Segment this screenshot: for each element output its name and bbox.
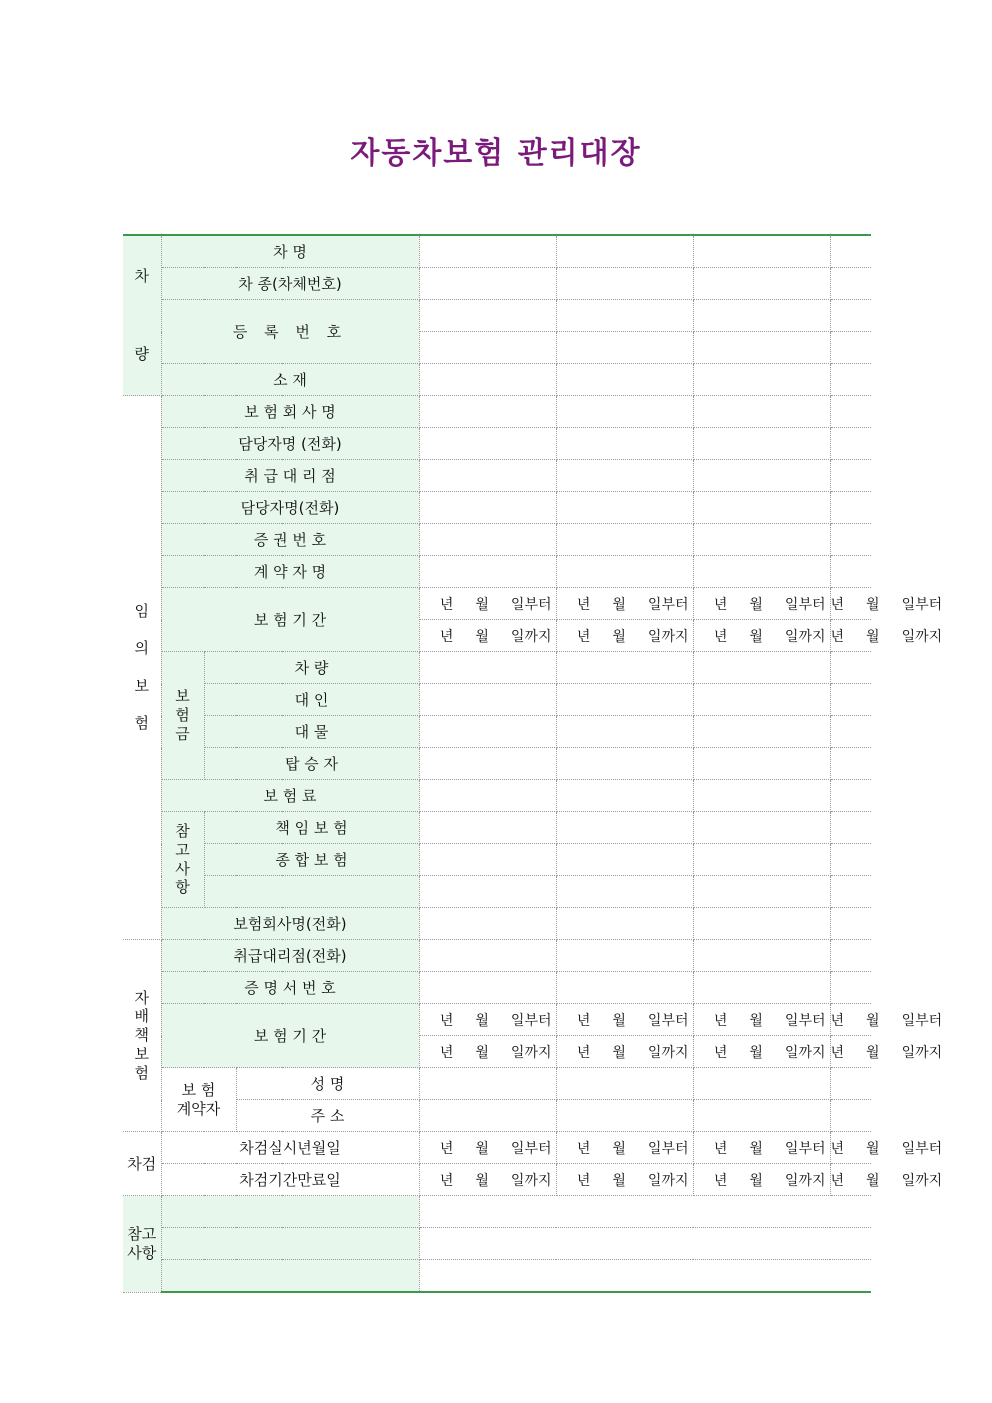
entry-cell[interactable]: [419, 556, 556, 588]
entry-cell[interactable]: [693, 524, 830, 556]
entry-cell[interactable]: [556, 940, 693, 972]
table-row: [123, 428, 871, 460]
label-c-company: [161, 908, 419, 940]
table-row: [123, 556, 871, 588]
entry-cell[interactable]: [419, 460, 556, 492]
entry-cell[interactable]: [830, 492, 871, 524]
entry-cell[interactable]: [693, 396, 830, 428]
entry-cell[interactable]: [556, 844, 693, 876]
date-until-word: 일까지: [901, 1044, 943, 1061]
date-month-word: 월: [866, 1140, 880, 1157]
label-c-period: [161, 1004, 419, 1068]
entry-cell[interactable]: [419, 876, 556, 908]
entry-cell[interactable]: [830, 556, 871, 588]
entry-cell[interactable]: [419, 268, 556, 300]
date-year-word: 년: [439, 596, 454, 613]
entry-cell[interactable]: [419, 748, 556, 780]
label-amount-group-text: 보 험 금: [175, 687, 190, 743]
section-voluntary: [123, 396, 161, 940]
date-cell[interactable]: [556, 588, 693, 620]
label-agency: [161, 460, 419, 492]
entry-cell[interactable]: [693, 716, 830, 748]
date-from-word: 일부터: [510, 1012, 552, 1029]
date-year-word: 년: [576, 1172, 591, 1189]
table-row: [123, 364, 871, 396]
entry-cell[interactable]: [419, 524, 556, 556]
table-row: [123, 1100, 871, 1132]
table-row: [123, 940, 871, 972]
section-compulsory-text: 자 배 책 보 험: [134, 988, 149, 1082]
entry-cell[interactable]: [693, 940, 830, 972]
remarks-label-blank: [161, 1260, 419, 1293]
date-year-word: 년: [830, 1012, 845, 1029]
table-row: [123, 1196, 871, 1228]
date-cell[interactable]: [693, 1004, 830, 1036]
date-cell[interactable]: [830, 588, 943, 620]
date-month-word: 월: [475, 1172, 489, 1189]
entry-cell[interactable]: [830, 780, 871, 812]
entry-cell[interactable]: [830, 812, 871, 844]
entry-cell[interactable]: [830, 300, 871, 332]
table-row: [123, 396, 871, 428]
date-year-word: 년: [576, 1012, 591, 1029]
label-insp-date-text: 차검실시년월일: [239, 1139, 341, 1157]
table-row: [123, 652, 871, 684]
label-contact2-text: 담당자명(전화): [240, 499, 340, 517]
entry-cell[interactable]: [830, 524, 871, 556]
entry-cell[interactable]: [419, 908, 556, 940]
table-row: [123, 972, 871, 1004]
date-until-word: 일까지: [510, 628, 552, 645]
table-row: [123, 812, 871, 844]
label-contact1-text: 담당자명 (전화): [238, 435, 342, 453]
entry-cell[interactable]: [556, 492, 693, 524]
label-insp-date: [161, 1132, 419, 1164]
label-car-type: [161, 268, 419, 300]
date-from-word: 일부터: [901, 1140, 943, 1157]
date-month-word: 월: [612, 1140, 626, 1157]
table-row: [123, 684, 871, 716]
entry-cell[interactable]: [830, 684, 871, 716]
date-year-word: 년: [439, 1140, 454, 1157]
date-cell[interactable]: [556, 1004, 693, 1036]
label-comprehensive-text: 종 합 보 험: [275, 851, 348, 869]
section-remarks-text: 참고 사항: [127, 1225, 157, 1262]
label-comprehensive: [204, 844, 419, 876]
label-cert-no: [161, 972, 419, 1004]
date-month-word: 월: [866, 596, 880, 613]
section-voluntary-text: 임 의 보 험: [134, 601, 149, 733]
date-cell[interactable]: [830, 1132, 943, 1164]
date-month-word: 월: [749, 1172, 763, 1189]
date-cell[interactable]: [556, 1036, 693, 1068]
date-until-word: 일까지: [647, 1172, 689, 1189]
table-row: [123, 876, 871, 908]
entry-cell[interactable]: [556, 235, 693, 268]
date-cell[interactable]: [693, 588, 830, 620]
date-cell[interactable]: [830, 1004, 943, 1036]
entry-cell[interactable]: [556, 300, 693, 332]
date-month-word: 월: [475, 1012, 489, 1029]
entry-cell[interactable]: [830, 940, 871, 972]
table-row: [123, 1004, 871, 1036]
entry-cell[interactable]: [419, 364, 556, 396]
date-year-word: 년: [830, 628, 845, 645]
date-year-word: 년: [713, 596, 728, 613]
label-ins-period-text: 보 험 기 간: [253, 611, 327, 629]
entry-cell[interactable]: [693, 684, 830, 716]
date-month-word: 월: [749, 1044, 763, 1061]
entry-cell[interactable]: [693, 332, 830, 364]
entry-cell[interactable]: [830, 268, 871, 300]
label-liability: [204, 812, 419, 844]
date-year-word: 년: [830, 1140, 845, 1157]
date-from-word: 일부터: [784, 1140, 826, 1157]
date-year-word: 년: [439, 1012, 454, 1029]
entry-cell[interactable]: [419, 684, 556, 716]
label-car-name: [161, 235, 419, 268]
table-row: [123, 300, 871, 332]
date-month-word: 월: [475, 1044, 489, 1061]
entry-cell[interactable]: [830, 235, 871, 268]
entry-cell[interactable]: [693, 364, 830, 396]
date-cell[interactable]: [419, 1004, 556, 1036]
entry-cell[interactable]: [556, 524, 693, 556]
entry-cell[interactable]: [693, 235, 830, 268]
date-until-word: 일까지: [510, 1172, 552, 1189]
date-until-word: 일까지: [784, 628, 826, 645]
date-month-word: 월: [866, 1044, 880, 1061]
date-year-word: 년: [439, 628, 454, 645]
date-month-word: 월: [612, 596, 626, 613]
entry-cell[interactable]: [556, 716, 693, 748]
label-person: [204, 684, 419, 716]
entry-cell[interactable]: [693, 748, 830, 780]
date-cell[interactable]: [830, 1164, 943, 1196]
label-ins-company: [161, 396, 419, 428]
label-reg-no: [161, 300, 419, 364]
date-from-word: 일부터: [510, 1140, 552, 1157]
date-until-word: 일까지: [647, 1044, 689, 1061]
date-year-word: 년: [713, 1140, 728, 1157]
remarks-label-blank: [161, 1228, 419, 1260]
date-year-word: 년: [713, 1044, 728, 1061]
entry-cell[interactable]: [556, 396, 693, 428]
date-cell[interactable]: [419, 1132, 556, 1164]
date-year-word: 년: [830, 1044, 845, 1061]
label-car-name-text: 차 명: [273, 243, 307, 261]
date-year-word: 년: [713, 1172, 728, 1189]
entry-cell[interactable]: [693, 1068, 830, 1100]
date-cell[interactable]: [830, 620, 943, 652]
date-month-word: 월: [866, 1172, 880, 1189]
entry-cell[interactable]: [556, 908, 693, 940]
entry-cell[interactable]: [419, 844, 556, 876]
label-passenger: [204, 748, 419, 780]
date-from-word: 일부터: [784, 1012, 826, 1029]
date-until-word: 일까지: [901, 1172, 943, 1189]
section-vehicle: [123, 235, 161, 396]
label-reg-no-text: 등 록 번 호: [232, 323, 348, 341]
entry-cell[interactable]: [556, 652, 693, 684]
date-year-word: 년: [830, 596, 845, 613]
date-until-word: 일까지: [647, 628, 689, 645]
date-from-word: 일부터: [901, 1012, 943, 1029]
remarks-label-blank: [161, 1196, 419, 1228]
table-row: [123, 588, 871, 620]
label-ref-blank: [204, 876, 419, 908]
date-from-word: 일부터: [647, 596, 689, 613]
date-month-word: 월: [475, 628, 489, 645]
label-property-text: 대 물: [294, 723, 329, 741]
date-year-word: 년: [576, 628, 591, 645]
date-year-word: 년: [576, 1140, 591, 1157]
table-row: [123, 460, 871, 492]
entry-cell[interactable]: [419, 428, 556, 460]
date-cell[interactable]: [419, 1164, 556, 1196]
label-liability-text: 책 임 보 험: [275, 819, 348, 837]
label-ref-group: [161, 812, 204, 908]
entry-cell[interactable]: [419, 812, 556, 844]
date-year-word: 년: [439, 1044, 454, 1061]
section-compulsory: [123, 940, 161, 1132]
entry-cell[interactable]: [830, 652, 871, 684]
date-month-word: 월: [612, 1044, 626, 1061]
label-insp-expiry-text: 차검기간만료일: [239, 1171, 341, 1189]
label-contractor: [161, 556, 419, 588]
entry-cell[interactable]: [830, 908, 871, 940]
entry-cell[interactable]: [419, 396, 556, 428]
label-property: [204, 716, 419, 748]
table-row: [123, 1164, 871, 1196]
date-month-word: 월: [612, 1172, 626, 1189]
entry-cell[interactable]: [556, 428, 693, 460]
date-year-word: 년: [576, 596, 591, 613]
date-until-word: 일까지: [784, 1172, 826, 1189]
label-c-name: [236, 1068, 419, 1100]
entry-cell[interactable]: [556, 460, 693, 492]
entry-cell[interactable]: [556, 748, 693, 780]
date-month-word: 월: [475, 1140, 489, 1157]
entry-cell[interactable]: [693, 652, 830, 684]
section-vehicle-text: 차 량: [134, 267, 149, 363]
date-cell[interactable]: [419, 588, 556, 620]
entry-cell[interactable]: [830, 972, 871, 1004]
date-from-word: 일부터: [784, 596, 826, 613]
entry-cell[interactable]: [419, 235, 556, 268]
table-row: [123, 524, 871, 556]
table-row: [123, 492, 871, 524]
date-month-word: 월: [612, 628, 626, 645]
label-c-address-text: 주 소: [310, 1107, 345, 1125]
date-year-word: 년: [576, 1044, 591, 1061]
label-c-company-text: 보험회사명(전화): [233, 915, 347, 933]
entry-cell[interactable]: [419, 652, 556, 684]
entry-cell[interactable]: [693, 972, 830, 1004]
date-cell[interactable]: [693, 620, 830, 652]
remarks-entry[interactable]: [419, 1260, 871, 1293]
entry-cell[interactable]: [693, 492, 830, 524]
date-month-word: 월: [612, 1012, 626, 1029]
label-location-text: 소 재: [273, 371, 307, 389]
date-cell[interactable]: [693, 1132, 830, 1164]
date-cell[interactable]: [556, 1132, 693, 1164]
date-from-word: 일부터: [901, 596, 943, 613]
entry-cell[interactable]: [419, 1068, 556, 1100]
date-year-word: 년: [439, 1172, 454, 1189]
label-premium: [161, 780, 419, 812]
label-c-agency: [161, 940, 419, 972]
entry-cell[interactable]: [556, 972, 693, 1004]
insurance-table: [123, 234, 943, 1293]
entry-cell[interactable]: [693, 428, 830, 460]
section-remarks: [123, 1196, 161, 1293]
label-person-text: 대 인: [294, 691, 329, 709]
entry-cell[interactable]: [830, 844, 871, 876]
date-until-word: 일까지: [510, 1044, 552, 1061]
entry-cell[interactable]: [693, 844, 830, 876]
label-ins-company-text: 보 험 회 사 명: [244, 403, 336, 421]
remarks-entry[interactable]: [419, 1196, 871, 1228]
date-year-word: 년: [713, 628, 728, 645]
label-agency-text: 취 급 대 리 점: [244, 467, 336, 485]
table-row: [123, 235, 871, 268]
entry-cell[interactable]: [556, 268, 693, 300]
entry-cell[interactable]: [693, 876, 830, 908]
date-year-word: 년: [713, 1012, 728, 1029]
entry-cell[interactable]: [830, 364, 871, 396]
label-c-address: [236, 1100, 419, 1132]
date-month-word: 월: [475, 596, 489, 613]
date-cell[interactable]: [419, 620, 556, 652]
remarks-entry[interactable]: [419, 1228, 871, 1260]
entry-cell[interactable]: [693, 268, 830, 300]
date-from-word: 일부터: [647, 1140, 689, 1157]
entry-cell[interactable]: [830, 1068, 871, 1100]
label-car-text: 차 량: [294, 659, 329, 677]
table-row: [123, 716, 871, 748]
entry-cell[interactable]: [693, 780, 830, 812]
entry-cell[interactable]: [693, 460, 830, 492]
date-cell[interactable]: [693, 1164, 830, 1196]
date-cell[interactable]: [556, 620, 693, 652]
date-until-word: 일까지: [901, 628, 943, 645]
date-cell[interactable]: [556, 1164, 693, 1196]
entry-cell[interactable]: [419, 940, 556, 972]
entry-cell[interactable]: [556, 364, 693, 396]
entry-cell[interactable]: [556, 876, 693, 908]
entry-cell[interactable]: [693, 1100, 830, 1132]
table-row: [123, 1260, 871, 1293]
entry-cell[interactable]: [556, 684, 693, 716]
date-cell[interactable]: [830, 1036, 943, 1068]
label-c-agency-text: 취급대리점(전화): [233, 947, 347, 965]
entry-cell[interactable]: [830, 716, 871, 748]
label-c-name-text: 성 명: [310, 1075, 345, 1093]
entry-cell[interactable]: [830, 460, 871, 492]
entry-cell[interactable]: [830, 428, 871, 460]
entry-cell[interactable]: [693, 812, 830, 844]
label-car: [204, 652, 419, 684]
entry-cell[interactable]: [419, 716, 556, 748]
date-month-word: 월: [749, 1012, 763, 1029]
label-car-type-text: 차 종(차체번호): [238, 275, 342, 293]
entry-cell[interactable]: [830, 332, 871, 364]
date-cell[interactable]: [419, 1036, 556, 1068]
page-title: 자동차보험 관리대장: [350, 136, 642, 171]
label-contact1: [161, 428, 419, 460]
label-contractor-text: 계 약 자 명: [253, 563, 327, 581]
label-cert-no-text: 증 명 서 번 호: [244, 979, 336, 997]
label-premium-text: 보 험 료: [263, 787, 317, 805]
entry-cell[interactable]: [556, 812, 693, 844]
label-policy-no: [161, 524, 419, 556]
label-insp-expiry: [161, 1164, 419, 1196]
entry-cell[interactable]: [556, 332, 693, 364]
date-month-word: 월: [866, 1012, 880, 1029]
entry-cell[interactable]: [830, 748, 871, 780]
entry-cell[interactable]: [693, 908, 830, 940]
entry-cell[interactable]: [693, 300, 830, 332]
date-month-word: 월: [749, 1140, 763, 1157]
date-year-word: 년: [830, 1172, 845, 1189]
section-inspection: [123, 1132, 161, 1196]
entry-cell[interactable]: [419, 300, 556, 332]
label-passenger-text: 탑 승 자: [284, 755, 338, 773]
entry-cell[interactable]: [419, 1100, 556, 1132]
table-row: [123, 780, 871, 812]
date-until-word: 일까지: [784, 1044, 826, 1061]
date-month-word: 월: [749, 628, 763, 645]
table-row: [123, 1228, 871, 1260]
table-row: [123, 268, 871, 300]
label-policy-no-text: 증 권 번 호: [253, 531, 327, 549]
label-c-period-text: 보 험 기 간: [253, 1027, 327, 1045]
date-from-word: 일부터: [647, 1012, 689, 1029]
entry-cell[interactable]: [556, 780, 693, 812]
label-location: [161, 364, 419, 396]
date-month-word: 월: [866, 628, 880, 645]
entry-cell[interactable]: [419, 972, 556, 1004]
entry-cell[interactable]: [830, 396, 871, 428]
entry-cell[interactable]: [419, 492, 556, 524]
label-c-holder-text: 보 험 계약자: [176, 1080, 221, 1118]
date-cell[interactable]: [693, 1036, 830, 1068]
table-row: [123, 748, 871, 780]
entry-cell[interactable]: [556, 1068, 693, 1100]
table-row: [123, 908, 871, 940]
date-month-word: 월: [749, 596, 763, 613]
label-ins-period: [161, 588, 419, 652]
label-c-holder: [161, 1068, 236, 1132]
table-row: [123, 1068, 871, 1100]
date-from-word: 일부터: [510, 596, 552, 613]
entry-cell[interactable]: [556, 556, 693, 588]
entry-cell[interactable]: [556, 1100, 693, 1132]
table-row: [123, 844, 871, 876]
entry-cell[interactable]: [830, 876, 871, 908]
table-row: [123, 1132, 871, 1164]
entry-cell[interactable]: [419, 780, 556, 812]
label-contact2: [161, 492, 419, 524]
entry-cell[interactable]: [693, 556, 830, 588]
label-amount-group: [161, 652, 204, 780]
entry-cell[interactable]: [419, 332, 556, 364]
label-ref-group-text: 참 고 사 항: [175, 822, 190, 897]
entry-cell[interactable]: [830, 1100, 871, 1132]
section-inspection-text: 차검: [127, 1155, 157, 1173]
